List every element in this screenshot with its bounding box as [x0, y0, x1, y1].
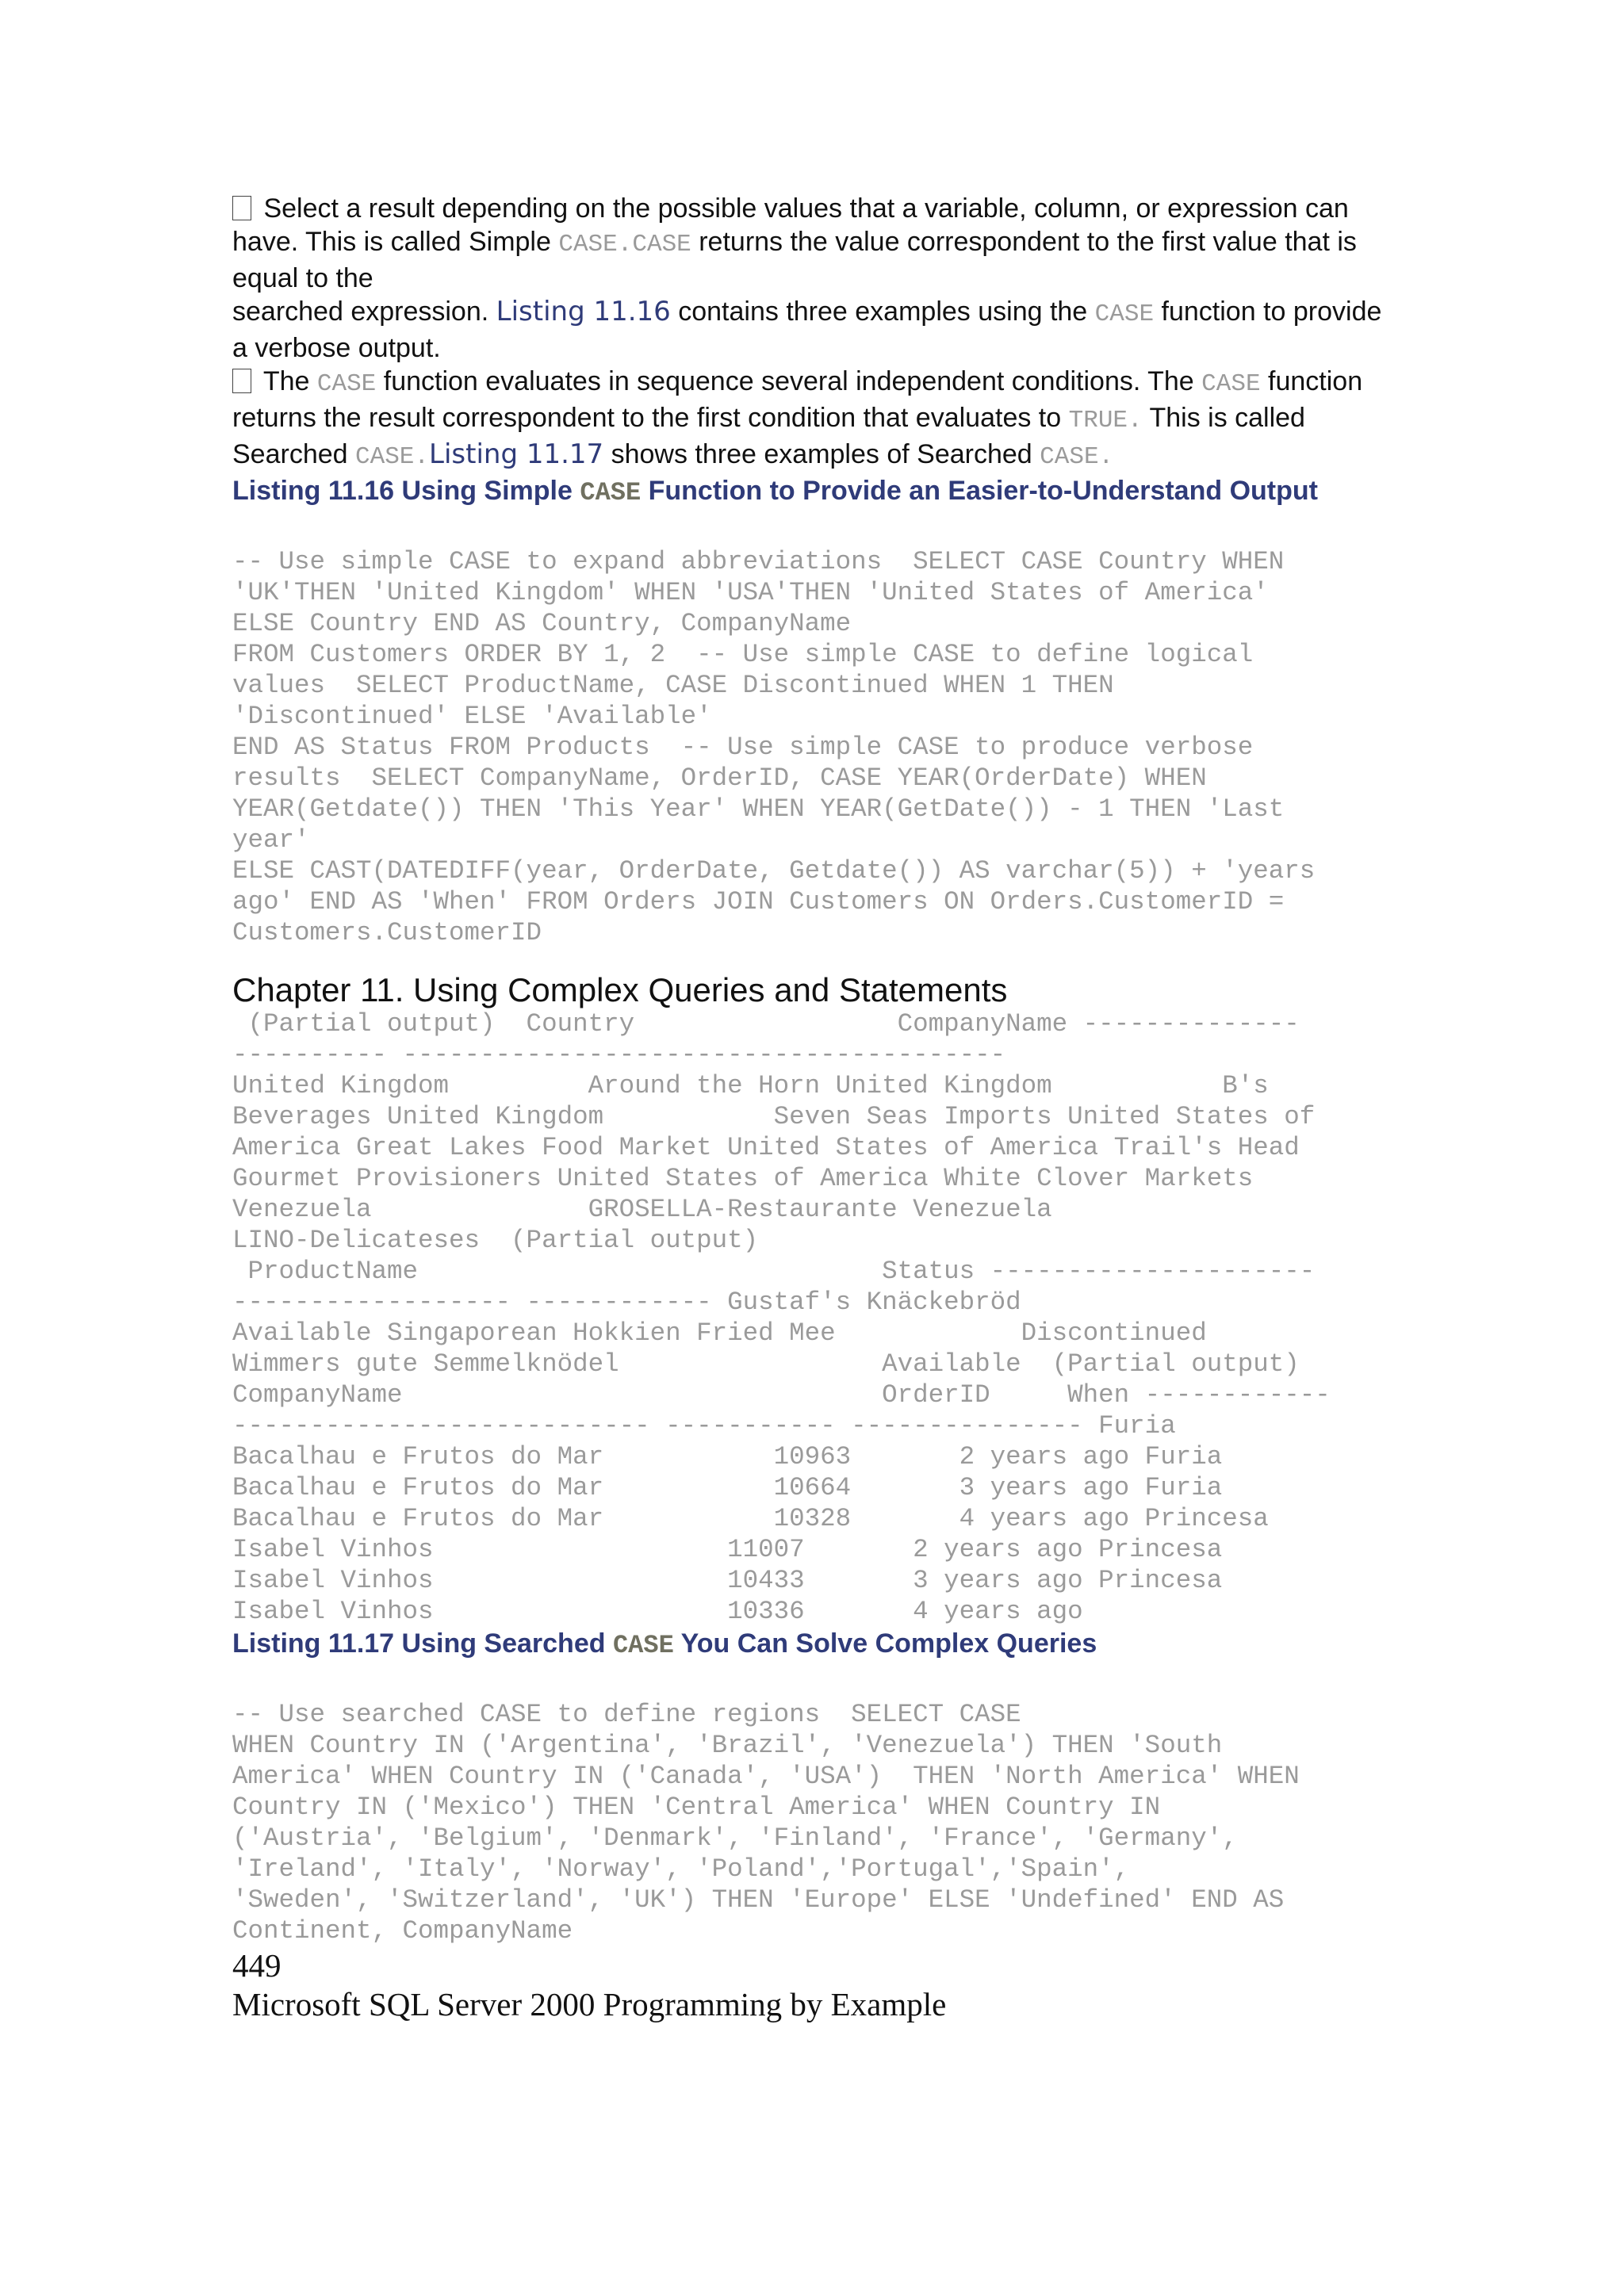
inline-code: CASE. [355, 443, 430, 471]
intro-paragraph-1: Select a result depending on the possible values that a variable, column, or expression can have. This is called Simple CASE.CASE returns the value correspondent to the first value that is equal to the searched expression. Listing 11.16 contains three examples using the CASE function to provide a verbose output. [232, 193, 1382, 363]
listing-11-16-caption: Listing 11.16 Using Simple CASE Function to Provide an Easier-to-Understand Output [232, 476, 1318, 507]
inline-code: CASE [1094, 300, 1155, 328]
query-output: (Partial output) Country CompanyName -------------- ---------- --------------------------------------- United Kingdom Around the Horn United Kingdom B's Beverages United Kingdom Seven Seas Imports United States of America Great Lakes Food Market United States of America Trail's Head Gourmet Provisioners United States of America White Clover Markets Venezuela GROSELLA-Restaurante Venezuela LINO-Delicateses (Partial output) ProductName Status --------------------- ------------------ ------------ Gustaf's Knäckebröd Available Singaporean Hokkien Fried Mee Discontinued Wimmers gute Semmelknödel Available (Partial output) CompanyName OrderID When ------------ --------------------------- ----------- --------------- Furia Bacalhau e Frutos do Mar 10963 2 years ago Furia Bacalhau e Frutos do Mar 10664 3 years ago Furia Bacalhau e Frutos do Mar 10328 4 years ago Princesa Isabel Vinhos 11007 2 years ago Princesa Isabel Vinhos 10433 3 years ago Princesa Isabel Vinhos 10336 4 years ago [232, 1009, 1331, 1626]
bullet-box-icon [232, 369, 251, 393]
book-title: Microsoft SQL Server 2000 Programming by Example [232, 1986, 947, 2022]
inline-code: TRUE. [1068, 407, 1143, 434]
bullet-box-icon [232, 196, 251, 220]
listing-reference-link[interactable]: Listing 11.17 [429, 438, 604, 470]
inline-code: CASE [316, 370, 377, 398]
chapter-heading: Chapter 11. Using Complex Queries and Statements [232, 971, 1008, 1008]
listing-11-17-caption: Listing 11.17 Using Searched CASE You Can Solve Complex Queries [232, 1628, 1097, 1660]
inline-code: CASE.CASE [558, 231, 691, 258]
listing-reference-link[interactable]: Listing 11.16 [496, 296, 671, 327]
inline-code: CASE [1201, 370, 1261, 398]
page-number: 449 [232, 1947, 282, 1984]
document-page [232, 192, 1390, 2024]
inline-code: CASE. [1040, 443, 1114, 471]
listing-11-16-code: -- Use simple CASE to expand abbreviations SELECT CASE Country WHEN 'UK'THEN 'United Kingdom' WHEN 'USA'THEN 'United States of America' ELSE Country END AS Country, CompanyName FROM Customers ORDER BY 1, 2 -- Use simple CASE to define logical values SELECT ProductName, CASE Discontinued WHEN 1 THEN 'Discontinued' ELSE 'Available' END AS Status FROM Products -- Use simple CASE to produce verbose results SELECT CompanyName, OrderID, CASE YEAR(OrderDate) WHEN YEAR(Getdate()) THEN 'This Year' WHEN YEAR(GetDate()) - 1 THEN 'Last year' ELSE CAST(DATEDIFF(year, OrderDate, Getdate()) AS varchar(5)) + 'years ago' END AS 'When' FROM Orders JOIN Customers ON Orders.CustomerID = Customers.CustomerID [232, 547, 1316, 947]
intro-paragraph-2: The CASE function evaluates in sequence several independent conditions. The CASE function returns the result correspondent to the first condition that evaluates to TRUE. This is called Searched CASE.Listing 11.17 shows three examples of Searched CASE. [232, 366, 1363, 471]
listing-11-17-code: -- Use searched CASE to define regions SELECT CASE WHEN Country IN ('Argentina', 'Brazil', 'Venezuela') THEN 'South America' WHEN Country IN ('Canada', 'USA') THEN 'North America' WHEN Country IN ('Mexico') THEN 'Central America' WHEN Country IN ('Austria', 'Belgium', 'Denmark', 'Finland', 'France', 'Germany', 'Ireland', 'Italy', 'Norway', 'Poland','Portugal','Spain', 'Sweden', 'Switzerland', 'UK') THEN 'Europe' ELSE 'Undefined' END AS Continent, CompanyName [232, 1700, 1300, 1946]
